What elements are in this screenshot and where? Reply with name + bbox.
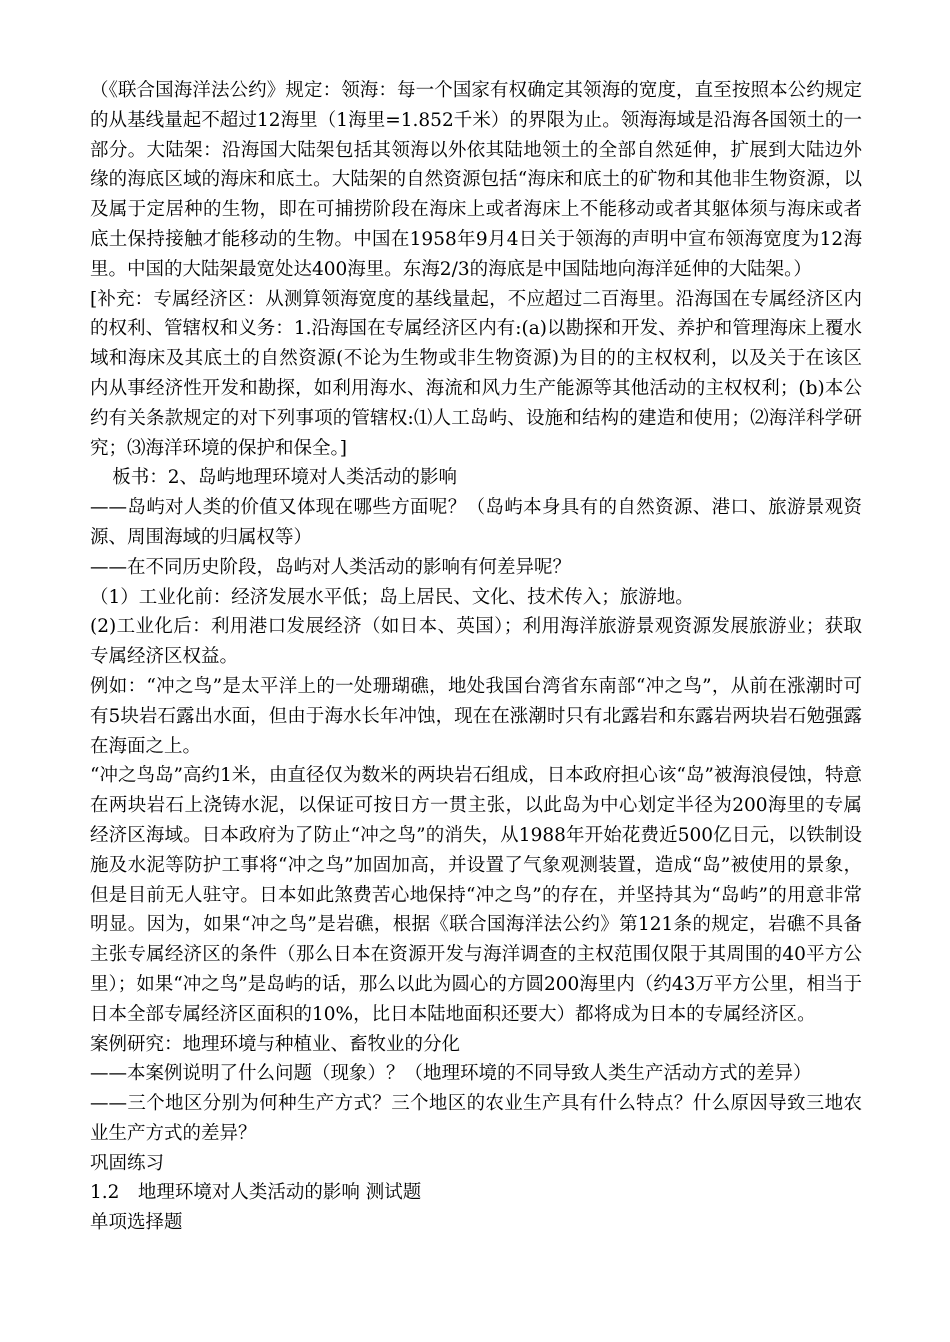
law-convention-paragraph: （《联合国海洋法公约》规定：领海：每一个国家有权确定其领海的宽度，直至按照本公约规定的从基线量起不超过12海里（1海里=1.852千米）的界限为止。领海海域是沿海各国领土的一部分。大陆架：沿海国大陆架包括其领海以外依其陆地领土的全部自然延伸，扩展到大陆边外缘的海底区域的海床和底土。大陆架的自然资源包括“海床和底土的矿物和其他非生物资源，以及属于定居种的生物，即在可捕捞阶段在海床上或者海床上不能移动或者其躯体须与海床或者底土保持接触才能移动的生物。中国在1958年9月4日关于领海的声明中宣布领海宽度为12海里。中国的大陆架最宽处达400海里。东海2/3的海底是中国陆地向海洋延伸的大陆架。）: [90, 80, 862, 280]
supplement-paragraph: [补充：专属经济区：从测算领海宽度的基线量起，不应超过二百海里。沿海国在专属经济区内的权利、管辖权和义务：1.沿海国在专属经济区内有:(a)以勘探和开发、养护和管理海床上覆水域和海床及其底土的自然资源(不论为生物或非生物资源)为目的的主权权利，以及关于在该区内从事经济性开发和勘探，如利用海水、海流和风力生产能源等其他活动的主权权利；(b)本公约有关条款规定的对下列事项的管辖权:⑴人工岛屿、设施和结构的建造和使用；⑵海洋科学研究；⑶海洋环境的保护和保全。]: [90, 288, 862, 459]
test-title: 1.2 地理环境对人类活动的影响 测试题: [90, 1182, 422, 1204]
document-page: [90, 76, 862, 1238]
pre-industrial-point: （1）工业化前：经济发展水平低；岛上居民、文化、技术传入；旅游地。: [90, 586, 694, 608]
case-question-1: ——本案例说明了什么问题（现象）？（地理环境的不同导致人类生产活动方式的差异）: [90, 1063, 812, 1085]
practice-heading: 巩固练习: [90, 1152, 165, 1174]
blackboard-heading: 板书：2、岛屿地理环境对人类活动的影响: [112, 467, 457, 489]
case-question-2: ——三个地区分别为何种生产方式？三个地区的农业生产具有什么特点？什么原因导致三地农业生产方式的差异？: [90, 1093, 862, 1144]
single-choice-heading: 单项选择题: [90, 1212, 183, 1234]
okinotori-paragraph: “冲之鸟岛”高约1米，由直径仅为数米的两块岩石组成，日本政府担心该“岛”被海浪侵蚀，特意在两块岩石上浇铸水泥，以保证可按日方一贯主张，以此岛为中心划定半径为200海里的专属经济区海域。日本政府为了防止“冲之鸟”的消失，从1988年开始花费近500亿日元，以铁制设施及水泥等防护工事将“冲之鸟”加固加高，并设置了气象观测装置，造成“岛”被使用的景象，但是目前无人驻守。日本如此煞费苦心地保持“冲之鸟”的存在，并坚持其为“岛屿”的用意非常明显。因为，如果“冲之鸟”是岩礁，根据《联合国海洋法公约》第121条的规定，岩礁不具备主张专属经济区的条件（那么日本在资源开发与海洋调查的主权范围仅限于其周围的40平方公里）；如果“冲之鸟”是岛屿的话，那么以此为圆心的方圆200海里内（约43万平方公里，相当于日本全部专属经济区面积的10%，比日本陆地面积还要大）都将成为日本的专属经济区。: [90, 765, 862, 1025]
question-island-value: ——岛屿对人类的价值又体现在哪些方面呢？（岛屿本身具有的自然资源、港口、旅游景观资源、周围海域的归属权等）: [90, 497, 862, 548]
example-paragraph: 例如：“冲之鸟”是太平洋上的一处珊瑚礁，地处我国台湾省东南部“冲之鸟”，从前在涨潮时可有5块岩石露出水面，但由于海水长年冲蚀，现在在涨潮时只有北露岩和东露岩两块岩石勉强露在海面之上。: [90, 675, 862, 757]
case-study-heading: 案例研究：地理环境与种植业、畜牧业的分化: [90, 1033, 461, 1055]
question-historical-stage: ——在不同历史阶段，岛屿对人类活动的影响有何差异呢？: [90, 556, 572, 578]
post-industrial-point: (2)工业化后：利用港口发展经济（如日本、英国）；利用海洋旅游景观资源发展旅游业；获取专属经济区权益。: [90, 616, 862, 668]
